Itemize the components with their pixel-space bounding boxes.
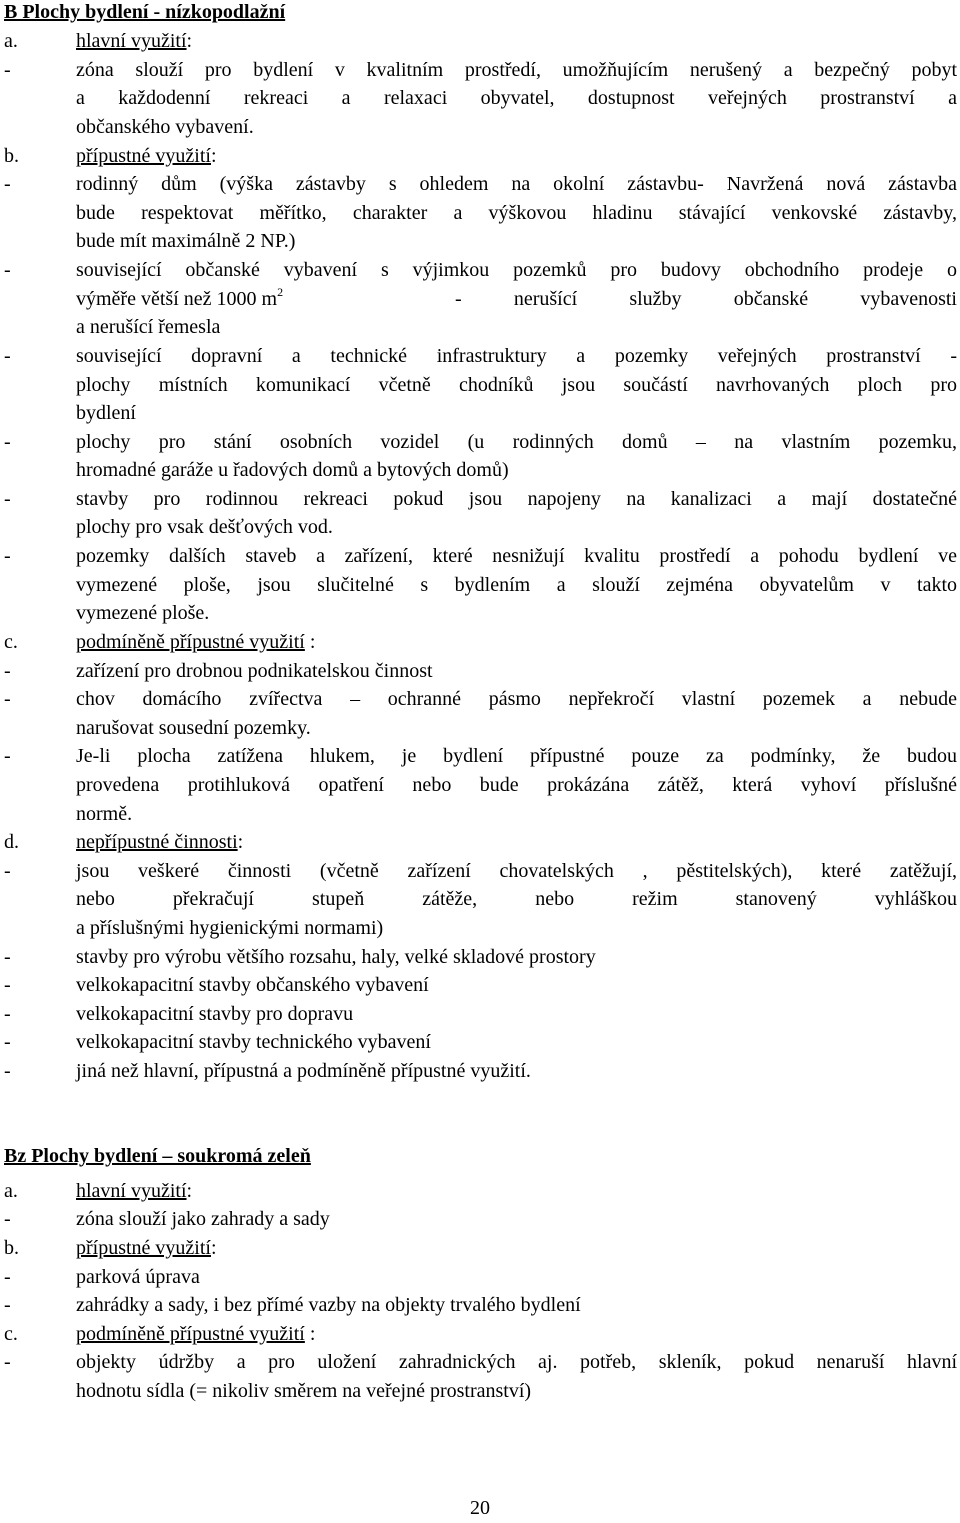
list-marker: c.: [4, 1323, 18, 1345]
section-heading: Bz Plochy bydlení – soukromá zeleň: [4, 1145, 311, 1167]
item-text: narušovat sousední pozemky.: [76, 717, 311, 739]
bullet: -: [4, 1294, 11, 1316]
item-text: zařízení pro drobnou podnikatelskou činnost: [76, 660, 433, 682]
item-text: výměře větší než 1000 m: [76, 288, 278, 310]
item-text: chov domácího zvířectva – ochranné pásmo nepřekročí vlastní pozemek a nebude: [76, 688, 957, 710]
list-marker: b.: [4, 1237, 19, 1259]
item-text: stavby pro výrobu většího rozsahu, haly, velké skladové prostory: [76, 946, 596, 968]
bullet: -: [4, 1003, 11, 1025]
item-text: zóna slouží jako zahrady a sady: [76, 1208, 330, 1230]
bullet: -: [4, 860, 11, 882]
item-text: velkokapacitní stavby pro dopravu: [76, 1003, 354, 1025]
item-text: a příslušnými hygienickými normami): [76, 917, 384, 939]
item-text: Je-li plocha zatížena hlukem, je bydlení přípustné pouze za podmínky, že budou: [76, 745, 957, 767]
item-text: jsou veškeré činnosti (včetně zařízení chovatelských , pěstitelských), které zatěžují,: [76, 860, 957, 882]
subsection-label: přípustné využití: [76, 145, 211, 167]
bullet: -: [4, 1351, 11, 1373]
item-text: plochy pro vsak dešťových vod.: [76, 516, 333, 538]
item-text: stavby pro rodinnou rekreaci pokud jsou napojeny na kanalizaci a mají dostatečné: [76, 488, 957, 510]
item-text: objekty údržby a pro uložení zahradnických aj. potřeb, skleník, pokud nenaruší hlavní: [76, 1351, 957, 1373]
item-text: hromadné garáže u řadových domů a bytových domů): [76, 459, 509, 481]
item-text: a každodenní rekreaci a relaxaci obyvatel, dostupnost veřejných prostranství a: [76, 87, 957, 109]
item-text: provedena protihluková opatření nebo bude prokázána zátěž, která vyhoví příslušné: [76, 774, 957, 796]
item-text: - nerušící služby občanské vybavenosti: [455, 288, 957, 310]
list-marker: c.: [4, 631, 18, 653]
item-text: velkokapacitní stavby technického vybavení: [76, 1031, 431, 1053]
bullet: -: [4, 545, 11, 567]
subsection-label: nepřípustné činnosti: [76, 831, 238, 853]
item-text: nebo překračují stupeň zátěže, nebo režim stanovený vyhláškou: [76, 888, 957, 910]
item-text: bude mít maximálně 2 NP.): [76, 230, 296, 252]
item-text: zahrádky a sady, i bez přímé vazby na objekty trvalého bydlení: [76, 1294, 581, 1316]
item-text: bude respektovat měřítko, charakter a výškovou hladinu stávající venkovské zástavby,: [76, 202, 957, 224]
bullet: -: [4, 1031, 11, 1053]
item-text: bydlení: [76, 402, 136, 424]
item-text: rodinný dům (výška zástavby s ohledem na okolní zástavbu- Navržená nová zástavba: [76, 173, 957, 195]
bullet: -: [4, 745, 11, 767]
subsection-label: podmíněně přípustné využití: [76, 1323, 305, 1345]
subsection-label: přípustné využití: [76, 1237, 211, 1259]
item-text: občanského vybavení.: [76, 116, 254, 138]
bullet: -: [4, 946, 11, 968]
item-text: vymezené ploše, jsou slučitelné s bydlením a slouží zejména obyvatelům v takto: [76, 574, 957, 596]
item-text: zóna slouží pro bydlení v kvalitním prostředí, umožňujícím nerušený a bezpečný pobyt: [76, 59, 957, 81]
section-heading: B Plochy bydlení - nízkopodlažní: [4, 1, 286, 23]
subsection-label: podmíněně přípustné využití: [76, 631, 305, 653]
item-text: související občanské vybavení s výjimkou pozemků pro budovy obchodního prodeje o: [76, 259, 957, 281]
list-marker: a.: [4, 30, 18, 52]
item-text: hodnotu sídla (= nikoliv směrem na veřejné prostranství): [76, 1380, 532, 1402]
bullet: -: [4, 1208, 11, 1230]
bullet: -: [4, 488, 11, 510]
item-text: plochy místních komunikací včetně chodníků jsou součástí navrhovaných ploch pro: [76, 374, 957, 396]
item-text: normě.: [76, 803, 133, 825]
bullet: -: [4, 259, 11, 281]
bullet: -: [4, 1266, 11, 1288]
bullet: -: [4, 688, 11, 710]
item-text: plochy pro stání osobních vozidel (u rodinných domů – na vlastním pozemku,: [76, 431, 957, 453]
item-text: velkokapacitní stavby občanského vybavení: [76, 974, 429, 996]
page-number: 20: [470, 1497, 490, 1519]
bullet: -: [4, 173, 11, 195]
list-marker: a.: [4, 1180, 18, 1202]
document-page: B Plochy bydlení - nízkopodlažní a. hlavní využití: - zóna slouží pro bydlení v kvalitním prostředí, umožňujícím nerušený a bezpečný pobyt a každodenní rekreaci a relaxaci obyvatel, dostupnost veřejných prostranství a občanského vybavení. b. přípustné využití: - rodinný dům (výška zástavby s ohledem na okolní zástavbu- Navržená nová zástavba bude respektovat měřítko, charakter a výškovou hladinu stávající venkovské zástavby, bude mít maximálně 2 NP.) - související občanské vybavení s výjimkou pozemků pro budovy obchodního prodeje o výměře větší než 1000 $m^2$ - nerušící služby občanské vybavenosti a nerušící řemesla - související dopravní a technické infrastruktury a pozemky veřejných prostranství - plochy místních komunikací včetně chodníků jsou součástí navrhovaných ploch pro bydlení - plochy pro stání osobních vozidel (u rodinných domů – na vlastním pozemku, hromadné garáže u řadových domů a bytových domů) - stavby pro rodinnou rekreaci pokud jsou napojeny na kanalizaci a mají dostatečné plochy pro vsak dešťových vod. - pozemky dalších staveb a zařízení, které nesnižují kvalitu prostředí a pohodu bydlení ve vymezené ploše, jsou slučitelné s bydlením a slouží zejména obyvatelům v takto vymezené ploše. c. podmíněně přípustné využití : - zařízení pro drobnou podnikatelskou činnost - chov domácího zvířectva – ochranné pásmo nepřekročí vlastní pozemek a nebude narušovat sousední pozemky. - Je-li plocha zatížena hlukem, je bydlení přípustné pouze za podmínky, že budou provedena protihluková opatření nebo bude prokázána zátěž, která vyhoví příslušné normě. d. nepřípustné činnosti: - jsou veškeré činnosti (včetně zařízení chovatelských , pěstitelských), které zatěžují, nebo překračují stupeň zátěže, nebo režim stanovený vyhláškou a příslušnými hygienickými normami) - stavby pro výrobu většího rozsahu, haly, velké skladové prostory - velkokapacitní stavby občanského vybavení - velkokapacitní stavby pro dopravu - velkokapacitní stavby technického vybavení - jiná než hlavní, přípustná a podmíněně přípustné využití. Bz Plochy bydlení – soukromá zeleň a. hlavní využití: - zóna slouží jako zahrady a sady b. přípustné využití: - parková úprava - zahrádky a sady, i bez přímé vazby na objekty trvalého bydlení c. podmíněně přípustné využití : - objekty údržby a pro uložení zahradnických aj. potřeb, skleník, pokud nenaruší hlavní hodnotu sídla (= nikoliv směrem na veřejné prostranství) 20: [0, 0, 960, 1522]
bullet: -: [4, 1060, 11, 1082]
item-text: pozemky dalších staveb a zařízení, které nesnižují kvalitu prostředí a pohodu bydlení ve: [76, 545, 957, 567]
list-marker: b.: [4, 145, 19, 167]
bullet: -: [4, 974, 11, 996]
item-text: vymezené ploše.: [76, 602, 210, 624]
bullet: -: [4, 660, 11, 682]
bullet: -: [4, 59, 11, 81]
bullet: -: [4, 345, 11, 367]
item-text: jiná než hlavní, přípustná a podmíněně přípustné využití.: [76, 1060, 531, 1082]
superscript: 2: [277, 285, 284, 299]
item-text: a nerušící řemesla: [76, 316, 221, 338]
subsection-label: hlavní využití: [76, 30, 187, 52]
list-marker: d.: [4, 831, 19, 853]
subsection-label: hlavní využití: [76, 1180, 187, 1202]
item-text: parková úprava: [76, 1266, 200, 1288]
item-text: související dopravní a technické infrastruktury a pozemky veřejných prostranství -: [76, 345, 957, 367]
bullet: -: [4, 431, 11, 453]
